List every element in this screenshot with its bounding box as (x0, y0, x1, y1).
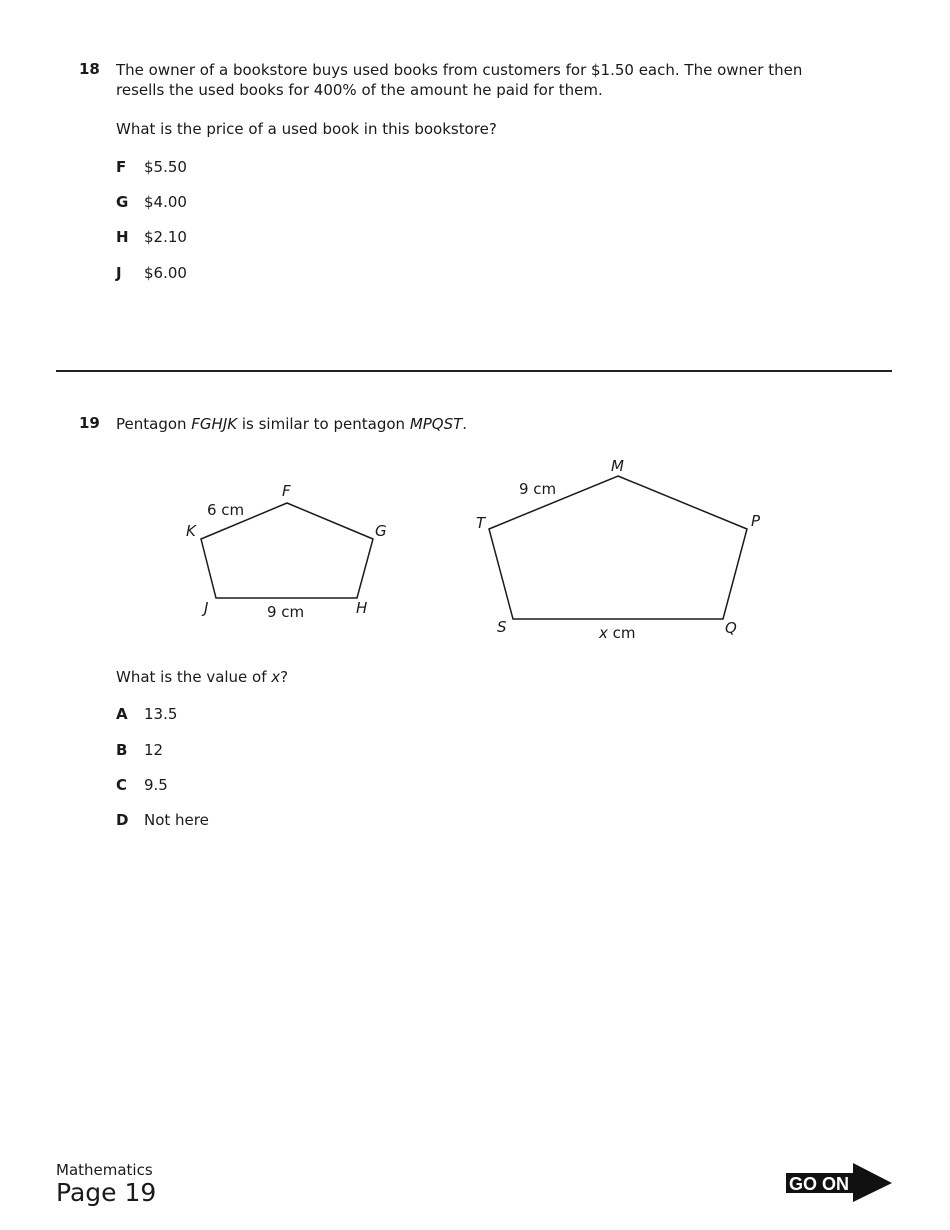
choice-letter: B (116, 741, 128, 759)
prompt-variable: x (271, 668, 281, 686)
choice-letter: J (116, 264, 122, 282)
choice-text: $6.00 (144, 264, 187, 282)
choice-text: 9.5 (144, 776, 168, 794)
choice-text: Not here (144, 811, 209, 829)
choice-letter: H (116, 228, 129, 246)
side-length-kf: 6 cm (207, 501, 245, 519)
answer-choice-c[interactable] (116, 776, 168, 794)
vertex-label-h: H (356, 599, 368, 617)
vertex-label-p: P (751, 512, 761, 530)
shape-name-fghjk: FGHJK (191, 415, 238, 433)
vertex-label-g: G (375, 522, 387, 540)
choice-letter: C (116, 776, 128, 794)
vertex-label-f: F (282, 482, 291, 500)
vertex-label-j: J (204, 599, 209, 617)
choice-text: $2.10 (144, 228, 187, 246)
go-on-arrow (786, 1163, 894, 1203)
side-length-sq (598, 624, 636, 642)
choice-text: 12 (144, 741, 164, 759)
choice-letter: A (116, 705, 128, 723)
vertex-label-k: K (186, 522, 196, 540)
question-19-number: 19 (79, 414, 100, 432)
question-18-line-1: The owner of a bookstore buys used books from customers for $1.50 each. The owner then (116, 61, 803, 79)
stem-text: . (462, 415, 468, 433)
prompt-text: What is the value of (116, 668, 272, 686)
stem-text: is similar to pentagon (237, 415, 410, 433)
choice-letter: F (116, 158, 127, 176)
choice-letter: G (116, 193, 129, 211)
vertex-label-t: T (476, 514, 486, 532)
page-number: Page 19 (56, 1178, 157, 1207)
side-length-jh: 9 cm (267, 603, 305, 621)
choice-text: 13.5 (144, 705, 178, 723)
vertex-label-m: M (611, 457, 624, 475)
question-19-prompt (116, 667, 288, 687)
answer-choice-d[interactable] (116, 811, 209, 829)
choice-text: $4.00 (144, 193, 187, 211)
vertex-label-s: S (497, 618, 507, 636)
variable-x: x (599, 624, 608, 642)
go-on-label: GO ON (789, 1174, 850, 1194)
footer-subject: Mathematics (56, 1161, 153, 1179)
question-18-prompt: What is the price of a used book in this bookstore? (116, 120, 497, 138)
unit-cm: cm (607, 624, 636, 642)
stem-text: Pentagon (116, 415, 192, 433)
question-18-line-2: resells the used books for 400% of the amount he paid for them. (116, 81, 603, 99)
vertex-label-q: Q (725, 619, 737, 637)
shape-name-mpqst: MPQST (409, 415, 463, 433)
side-length-tm: 9 cm (519, 480, 557, 498)
choice-letter: D (116, 811, 129, 829)
prompt-text: ? (280, 668, 289, 686)
answer-choice-a[interactable] (116, 705, 177, 723)
answer-choice-b[interactable] (116, 741, 163, 759)
question-18-number: 18 (79, 60, 100, 78)
choice-text: $5.50 (144, 158, 187, 176)
